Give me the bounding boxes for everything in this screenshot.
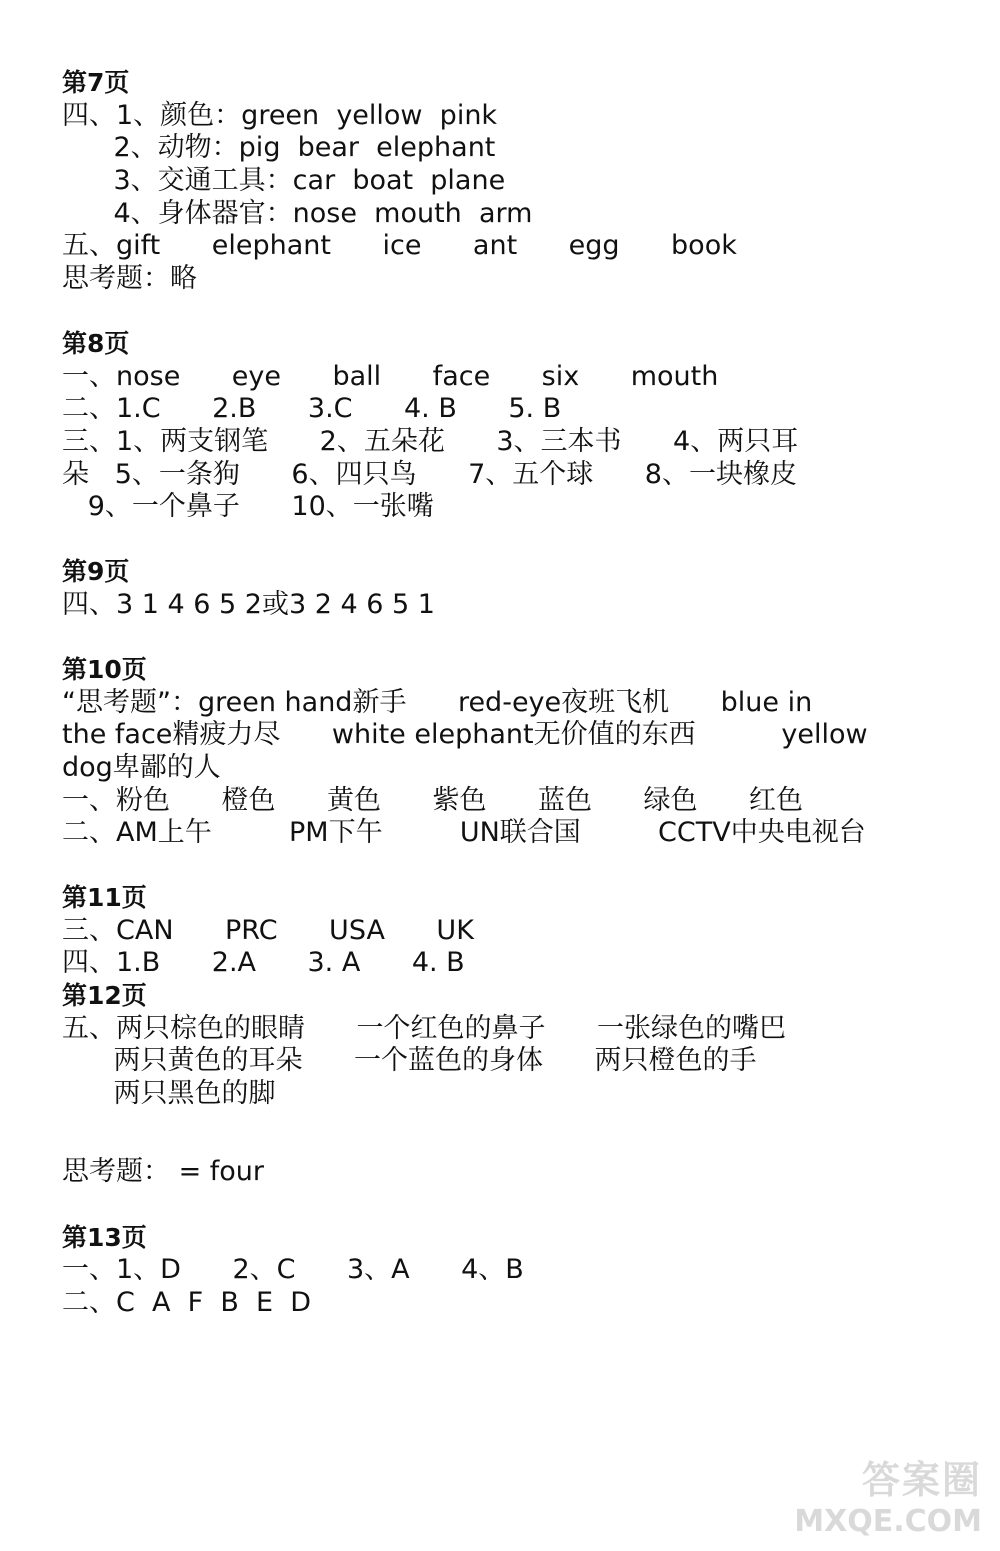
page-heading-12: 第12页 bbox=[62, 981, 147, 1010]
answer-line: 三、1、两支钢笔 2、五朵花 3、三本书 4、两只耳 bbox=[62, 426, 799, 457]
watermark-bottom-text: MXQE.COM bbox=[794, 1504, 982, 1539]
answer-line: 思考题： = four bbox=[62, 1156, 265, 1187]
answer-line: 五、两只棕色的眼睛 一个红色的鼻子 一张绿色的嘴巴 bbox=[62, 1013, 786, 1044]
answer-line: 4、身体器官：nose mouth arm bbox=[62, 198, 533, 229]
page-heading-8: 第8页 bbox=[62, 329, 130, 358]
answer-line: 二、1.C 2.B 3.C 4. B 5. B bbox=[62, 393, 562, 424]
answer-line: 2、动物：pig bear elephant bbox=[62, 132, 496, 163]
page-heading-7: 第7页 bbox=[62, 68, 130, 97]
answer-line: 四、1、颜色：green yellow pink bbox=[62, 100, 498, 131]
answer-line: 3、交通工具：car boat plane bbox=[62, 165, 506, 196]
answer-line: 一、粉色 橙色 黄色 紫色 蓝色 绿色 红色 bbox=[62, 785, 803, 816]
page-heading-13: 第13页 bbox=[62, 1223, 147, 1252]
answer-line: 二、AM上午 PM下午 UN联合国 CCTV中央电视台 bbox=[62, 817, 866, 848]
answer-line: 9、一个鼻子 10、一张嘴 bbox=[62, 491, 434, 522]
page-heading-9: 第9页 bbox=[62, 557, 130, 586]
answer-line: 四、1.B 2.A 3. A 4. B bbox=[62, 947, 465, 978]
answer-line: the face精疲力尽 white elephant无价值的东西 yellow bbox=[62, 719, 868, 750]
answer-line: 两只黄色的耳朵 一个蓝色的身体 两只橙色的手 bbox=[62, 1045, 757, 1076]
answer-line: 五、gift elephant ice ant egg book bbox=[62, 230, 737, 261]
answer-line: 二、C A F B E D bbox=[62, 1287, 312, 1318]
watermark-logo bbox=[794, 1449, 982, 1539]
answer-line: 一、1、D 2、C 3、A 4、B bbox=[62, 1254, 524, 1285]
answer-line: 一、nose eye ball face six mouth bbox=[62, 361, 719, 392]
page-heading-10: 第10页 bbox=[62, 655, 147, 684]
answer-line: 朵 5、一条狗 6、四只鸟 7、五个球 8、一块橡皮 bbox=[62, 459, 797, 490]
watermark-top-text: 答案圈 bbox=[861, 1458, 982, 1502]
answer-line: 两只黑色的脚 bbox=[62, 1078, 276, 1109]
answer-line: 四、3 1 4 6 5 2或3 2 4 6 5 1 bbox=[62, 589, 435, 620]
page-heading-11: 第11页 bbox=[62, 883, 147, 912]
answer-line: dog卑鄙的人 bbox=[62, 752, 221, 783]
answer-line: 思考题：略 bbox=[62, 263, 197, 294]
answer-line: 三、CAN PRC USA UK bbox=[62, 915, 474, 946]
answer-line: “思考题”：green hand新手 red-eye夜班飞机 blue in bbox=[62, 687, 813, 718]
